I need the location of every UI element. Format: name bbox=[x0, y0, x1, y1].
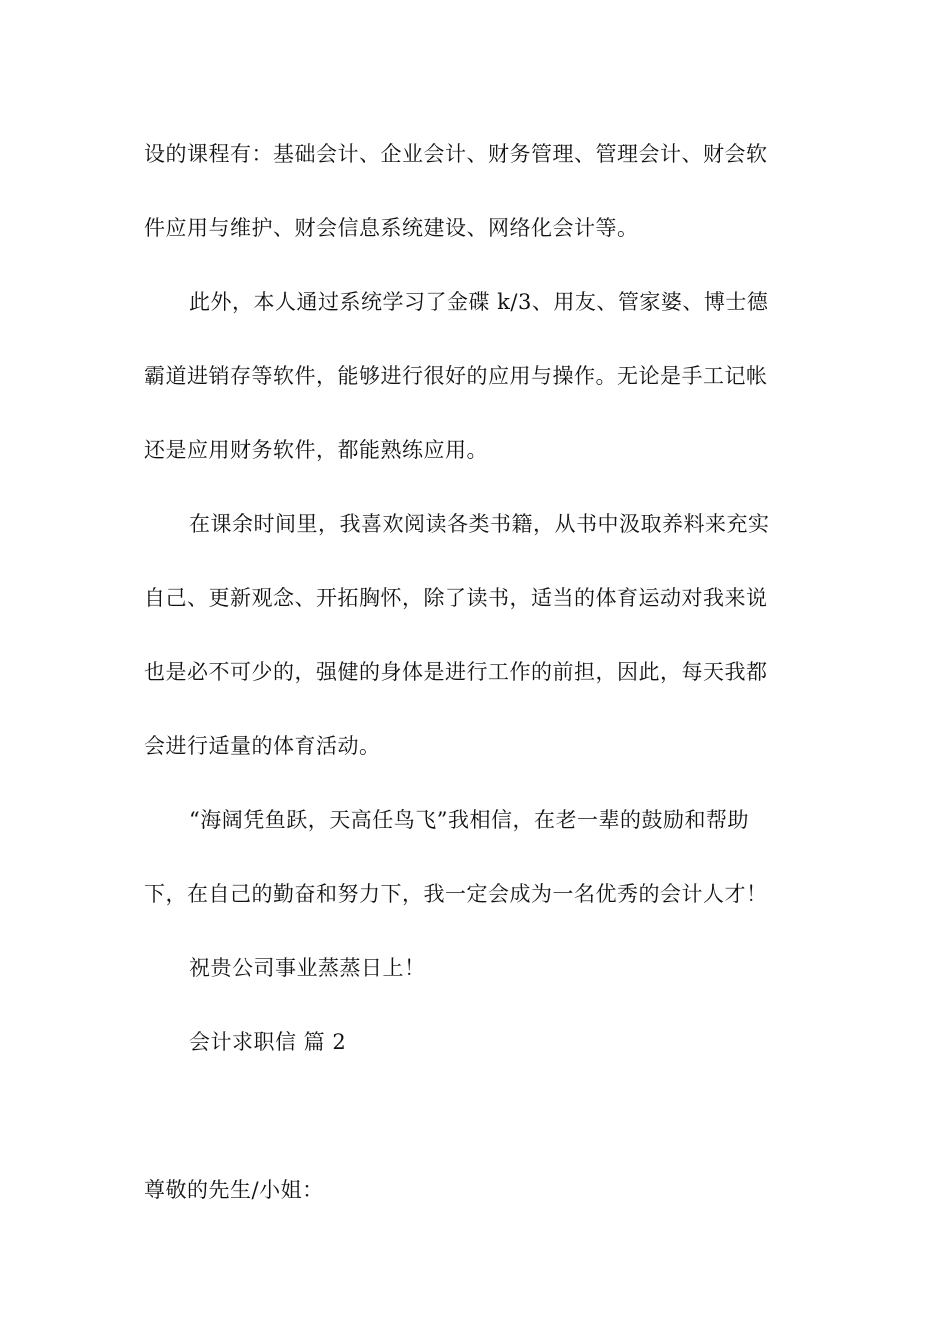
text-line: 也是必不可少的，强健的身体是进行工作的前担，因此，每天我都 bbox=[144, 660, 768, 684]
text-line: 件应用与维护、财会信息系统建设、网络化会计等。 bbox=[144, 216, 639, 240]
closing-wish: 祝贵公司事业蒸蒸日上！ bbox=[189, 956, 426, 980]
text-line: 下，在自己的勤奋和努力下，我一定会成为一名优秀的会计人才！ bbox=[144, 882, 768, 906]
paragraph-start-line: 此外，本人通过系统学习了金碟 k/3、用友、管家婆、博士德 bbox=[189, 290, 769, 314]
text-line: 设的课程有：基础会计、企业会计、财务管理、管理会计、财会软 bbox=[144, 142, 768, 166]
paragraph-start-line: 在课余时间里，我喜欢阅读各类书籍，从书中汲取养料来充实 bbox=[189, 512, 770, 536]
paragraph-start-line: “海阔凭鱼跃，天高任鸟飞”我相信，在老一辈的鼓励和帮助 bbox=[189, 808, 749, 832]
salutation: 尊敬的先生/小姐： bbox=[144, 1178, 324, 1202]
text-line: 自己、更新观念、开拓胸怀，除了读书，适当的体育运动对我来说 bbox=[144, 586, 768, 610]
text-line: 霸道进销存等软件，能够进行很好的应用与操作。无论是手工记帐 bbox=[144, 364, 768, 388]
text-line: 还是应用财务软件，都能熟练应用。 bbox=[144, 438, 488, 462]
section-heading: 会计求职信 篇 2 bbox=[189, 1030, 347, 1054]
text-line: 会进行适量的体育活动。 bbox=[144, 734, 381, 758]
